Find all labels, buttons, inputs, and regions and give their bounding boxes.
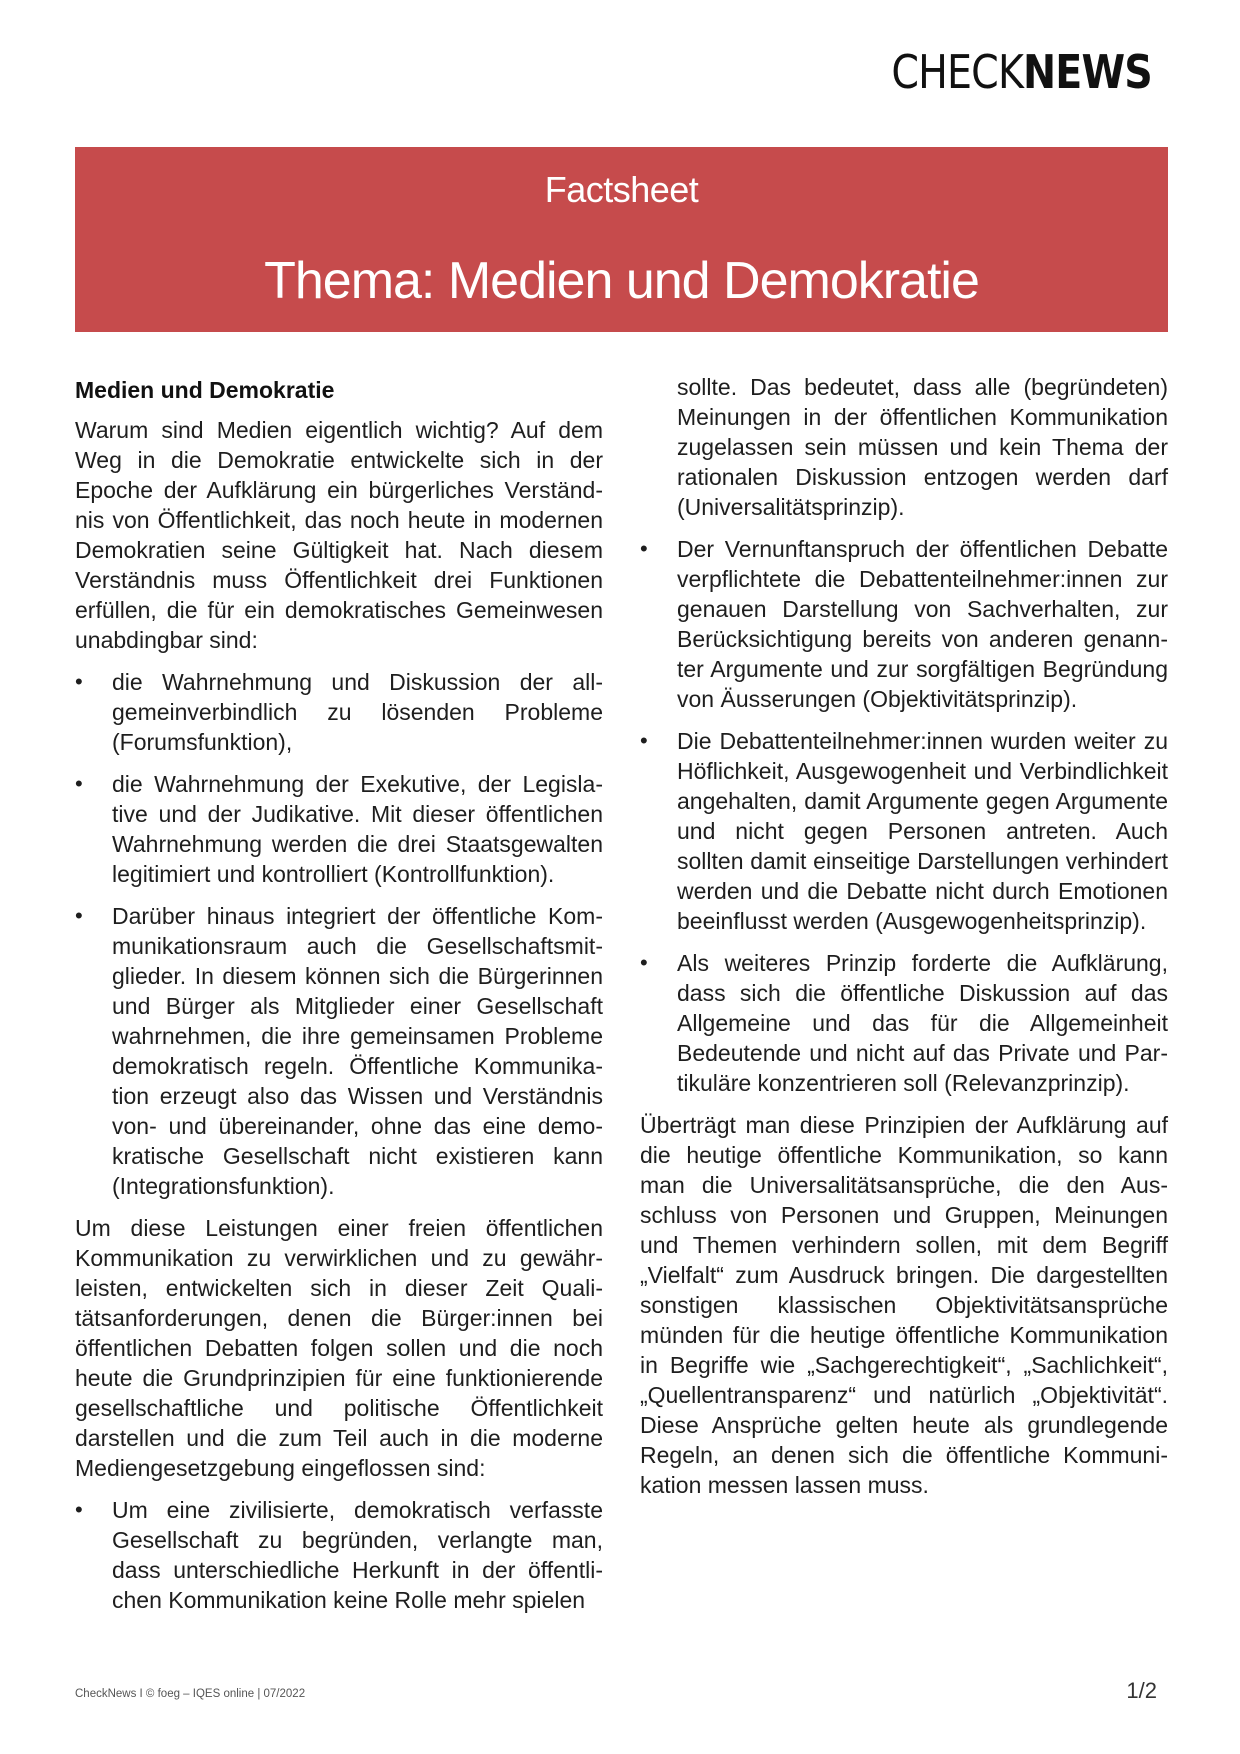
logo-check: CHECK — [891, 45, 1024, 99]
page-number: 1/2 — [1126, 1678, 1157, 1703]
page-title: Thema: Medien und Demokratie — [264, 252, 979, 310]
list-item — [75, 769, 603, 889]
conclusion-paragraph: Überträgt man diese Prinzipien der Aufklärung auf die heutige öffentliche Kommunikation, so kann man die Universalitätsansprüche, die den Ausschluss von Personen und Gruppen, Meinungen und Themen verhindern sollen, mit dem Begriff „Vielfalt“ zum Ausdruck bringen. Die dargestellten sonstigen klassischen Objektivitätsansprüche münden für die heutige öffentliche Kommunikation in Begriffe wie „Sachgerechtigkeit“, „Sachlichkeit“, „Quellentransparenz“ und natürlich „Objektivität“. Diese Ansprüche gelten heute als grundlegende Regeln, an denen sich die öffentliche Kommunikation messen lassen muss. — [640, 1112, 1168, 1498]
list-item — [640, 726, 1168, 936]
left-column — [75, 375, 603, 1627]
list-item-text: Der Vernunftanspruch der öffentlichen Debatte verpflichtete die Debattenteilnehmer:innen zur genauen Darstellung von Sachverhalten, zur Berücksichtigung bereits von anderen genannter Argumente und zur sorgfältigen Begründung von Äusserungen (Objektivitätsprinzip). — [677, 536, 1168, 712]
list-item-text: die Wahrnehmung und Diskussion der allgemeinverbindlich zu lösenden Probleme (Forumsfunktion), — [112, 669, 603, 755]
principles-list-continued — [640, 534, 1168, 1098]
list-item — [640, 948, 1168, 1098]
functions-list — [75, 667, 603, 1201]
title-banner — [75, 147, 1168, 332]
list-item-continuation: sollte. Das bedeutet, dass alle (begründeten) Meinungen in der öffentlichen Kommunikation zugelassen sein müssen und kein Thema der rationalen Diskussion entzogen werden darf (Universalitätsprinzip). — [677, 374, 1168, 520]
principles-intro-paragraph: Um diese Leistungen einer freien öffentlichen Kommunikation zu verwirklichen und zu gewährleisten, entwickelten sich in dieser Zeit Qualitätsanforderungen, denen die Bürger:innen bei öffentlichen Debatten folgen sollen und die noch heute die Grundprinzipien für eine funktionierende gesellschaftliche und politische Öffentlichkeit darstellen und die zum Teil auch in die moderne Mediengesetzgebung eingeflossen sind: — [75, 1215, 603, 1481]
bullet-icon: • — [640, 728, 648, 753]
bullet-icon: • — [75, 771, 83, 796]
bullet-icon: • — [75, 669, 83, 694]
logo-news: NEWS — [1023, 45, 1152, 99]
principles-list — [75, 1495, 603, 1615]
list-item-text: Die Debattenteilnehmer:innen wurden weiter zu Höflichkeit, Ausgewogenheit und Verbindlichkeit angehalten, damit Argumente gegen Argumente und nicht gegen Personen antreten. Auch sollten damit einseitige Darstellungen verhindert werden und die Debatte nicht durch Emotionen beeinflusst werden (Ausgewogenheitsprinzip). — [677, 728, 1168, 934]
list-item — [75, 1495, 603, 1615]
bullet-icon: • — [640, 950, 648, 975]
bullet-icon: • — [640, 536, 648, 561]
banner-kicker: Factsheet — [544, 169, 699, 210]
intro-paragraph: Warum sind Medien eigentlich wichtig? Auf dem Weg in die Demokratie entwickelte sich in der Epoche der Aufklärung ein bürgerliches Verständnis von Öffentlichkeit, das noch heute in modernen Demokratien seine Gültigkeit hat. Nach diesem Verständnis muss Öffentlichkeit drei Funktionen erfüllen, die für ein demokratisches Gemeinwesen unabdingbar sind: — [75, 417, 603, 653]
bullet-icon: • — [75, 1497, 83, 1522]
list-item-text: die Wahrnehmung der Exekutive, der Legislative und der Judikative. Mit dieser öffentlichen Wahrnehmung werden die drei Staatsgewalten legitimiert und kontrolliert (Kontrollfunktion). — [112, 771, 603, 887]
checknews-logo — [892, 44, 1152, 100]
list-item — [640, 534, 1168, 714]
list-item-text: Um eine zivilisierte, demokratisch verfasste Gesellschaft zu begründen, verlangte man, dass unterschiedliche Herkunft in der öffentlichen Kommunikation keine Rolle mehr spielen — [112, 1497, 603, 1613]
list-item — [75, 901, 603, 1201]
list-item — [75, 667, 603, 757]
section-heading: Medien und Demokratie — [75, 377, 335, 403]
bullet-icon: • — [75, 903, 83, 928]
footer-credit: CheckNews I © foeg – IQES online | 07/2022 — [75, 1688, 306, 1700]
right-column — [640, 372, 1168, 1512]
list-item-text: Als weiteres Prinzip forderte die Aufklärung, dass sich die öffentliche Diskussion auf das Allgemeine und das für die Allgemeinheit Bedeutende und nicht auf das Private und Partikuläre konzentrieren soll (Relevanzprinzip). — [677, 950, 1168, 1096]
list-item-text: Darüber hinaus integriert der öffentliche Kommunikationsraum auch die Gesellschaftsmitglieder. In diesem können sich die Bürgerinnen und Bürger als Mitglieder einer Gesellschaft wahrnehmen, die ihre gemeinsamen Probleme demokratisch regeln. Öffentliche Kommunikation erzeugt also das Wissen und Verständnis von- und übereinander, ohne das eine demokratische Gesellschaft nicht existieren kann (Integrationsfunktion). — [112, 903, 603, 1199]
